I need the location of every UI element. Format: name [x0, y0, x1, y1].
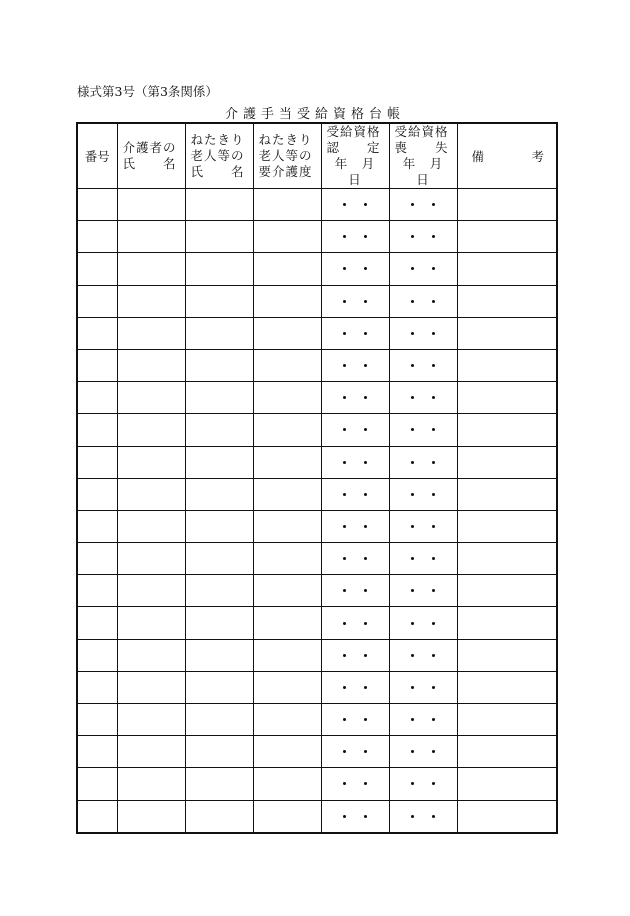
date-placeholder — [322, 396, 389, 399]
caregiver-name-cell — [117, 285, 185, 317]
certification-date-cell — [321, 639, 389, 671]
bedridden-name-cell — [185, 317, 253, 349]
certification-date-cell — [321, 253, 389, 285]
certification-date-cell — [321, 285, 389, 317]
care-level-cell — [253, 800, 321, 833]
number-cell — [77, 478, 117, 510]
table-row — [77, 317, 557, 349]
table-row — [77, 800, 557, 833]
remarks-cell — [457, 800, 557, 833]
date-placeholder — [390, 461, 457, 464]
caregiver-name-cell — [117, 575, 185, 607]
table-row — [77, 510, 557, 542]
certification-date-cell — [321, 317, 389, 349]
loss-date-cell — [389, 189, 457, 221]
number-cell — [77, 736, 117, 768]
header-caregiver-name: 介護者の 氏 名 — [117, 123, 185, 189]
date-placeholder — [390, 396, 457, 399]
caregiver-name-cell — [117, 639, 185, 671]
certification-date-cell — [321, 800, 389, 833]
date-placeholder — [390, 525, 457, 528]
caregiver-name-cell — [117, 607, 185, 639]
care-level-cell — [253, 510, 321, 542]
caregiver-name-cell — [117, 704, 185, 736]
date-placeholder — [322, 654, 389, 657]
loss-date-cell — [389, 768, 457, 800]
remarks-cell — [457, 221, 557, 253]
table-row — [77, 704, 557, 736]
care-level-cell — [253, 704, 321, 736]
remarks-cell — [457, 607, 557, 639]
number-cell — [77, 414, 117, 446]
date-placeholder — [390, 654, 457, 657]
number-cell — [77, 704, 117, 736]
loss-date-cell — [389, 704, 457, 736]
caregiver-name-cell — [117, 414, 185, 446]
date-placeholder — [390, 364, 457, 367]
certification-date-cell — [321, 189, 389, 221]
date-placeholder — [390, 267, 457, 270]
number-cell — [77, 671, 117, 703]
number-cell — [77, 510, 117, 542]
loss-date-cell — [389, 285, 457, 317]
caregiver-name-cell — [117, 317, 185, 349]
bedridden-name-cell — [185, 704, 253, 736]
date-placeholder — [322, 493, 389, 496]
bedridden-name-cell — [185, 349, 253, 381]
bedridden-name-cell — [185, 510, 253, 542]
date-placeholder — [322, 461, 389, 464]
date-placeholder — [322, 557, 389, 560]
bedridden-name-cell — [185, 414, 253, 446]
remarks-cell — [457, 478, 557, 510]
certification-date-cell — [321, 510, 389, 542]
caregiver-name-cell — [117, 189, 185, 221]
certification-date-cell — [321, 446, 389, 478]
bedridden-name-cell — [185, 607, 253, 639]
remarks-cell — [457, 736, 557, 768]
care-level-cell — [253, 478, 321, 510]
caregiver-name-cell — [117, 221, 185, 253]
certification-date-cell — [321, 414, 389, 446]
date-placeholder — [390, 622, 457, 625]
date-placeholder — [322, 782, 389, 785]
date-placeholder — [390, 557, 457, 560]
caregiver-name-cell — [117, 382, 185, 414]
remarks-cell — [457, 639, 557, 671]
date-placeholder — [390, 750, 457, 753]
ledger-body — [77, 189, 557, 833]
number-cell — [77, 768, 117, 800]
date-placeholder — [322, 364, 389, 367]
caregiver-name-cell — [117, 478, 185, 510]
number-cell — [77, 221, 117, 253]
care-level-cell — [253, 768, 321, 800]
loss-date-cell — [389, 671, 457, 703]
header-number: 番号 — [77, 123, 117, 189]
certification-date-cell — [321, 478, 389, 510]
header-bedridden-name: ねたきり 老人等の 氏 名 — [185, 123, 253, 189]
date-placeholder — [390, 782, 457, 785]
remarks-cell — [457, 253, 557, 285]
care-level-cell — [253, 414, 321, 446]
certification-date-cell — [321, 221, 389, 253]
bedridden-name-cell — [185, 768, 253, 800]
date-placeholder — [390, 235, 457, 238]
date-placeholder — [322, 300, 389, 303]
caregiver-name-cell — [117, 349, 185, 381]
care-level-cell — [253, 221, 321, 253]
certification-date-cell — [321, 543, 389, 575]
care-level-cell — [253, 189, 321, 221]
date-placeholder — [322, 815, 389, 818]
loss-date-cell — [389, 478, 457, 510]
loss-date-cell — [389, 382, 457, 414]
care-level-cell — [253, 285, 321, 317]
table-row — [77, 253, 557, 285]
remarks-cell — [457, 543, 557, 575]
date-placeholder — [390, 428, 457, 431]
number-cell — [77, 317, 117, 349]
date-placeholder — [322, 332, 389, 335]
bedridden-name-cell — [185, 575, 253, 607]
bedridden-name-cell — [185, 382, 253, 414]
table-row — [77, 382, 557, 414]
remarks-cell — [457, 704, 557, 736]
number-cell — [77, 189, 117, 221]
certification-date-cell — [321, 575, 389, 607]
care-level-cell — [253, 575, 321, 607]
loss-date-cell — [389, 253, 457, 285]
header-remarks: 備 考 — [457, 123, 557, 189]
care-level-cell — [253, 446, 321, 478]
remarks-cell — [457, 414, 557, 446]
table-row — [77, 639, 557, 671]
bedridden-name-cell — [185, 478, 253, 510]
date-placeholder — [322, 589, 389, 592]
loss-date-cell — [389, 575, 457, 607]
bedridden-name-cell — [185, 543, 253, 575]
date-placeholder — [390, 332, 457, 335]
table-row — [77, 736, 557, 768]
date-placeholder — [390, 686, 457, 689]
table-row — [77, 285, 557, 317]
header-certification-date: 受給資格 認 定 年 月 日 — [321, 123, 389, 189]
care-level-cell — [253, 382, 321, 414]
care-level-cell — [253, 317, 321, 349]
date-placeholder — [390, 718, 457, 721]
caregiver-name-cell — [117, 510, 185, 542]
caregiver-name-cell — [117, 736, 185, 768]
table-row — [77, 478, 557, 510]
number-cell — [77, 285, 117, 317]
remarks-cell — [457, 671, 557, 703]
bedridden-name-cell — [185, 189, 253, 221]
table-row — [77, 575, 557, 607]
bedridden-name-cell — [185, 736, 253, 768]
bedridden-name-cell — [185, 221, 253, 253]
number-cell — [77, 575, 117, 607]
certification-date-cell — [321, 704, 389, 736]
remarks-cell — [457, 382, 557, 414]
form-number-label: 様式第3号（第3条関係） — [77, 84, 218, 99]
table-row — [77, 607, 557, 639]
certification-date-cell — [321, 768, 389, 800]
remarks-cell — [457, 768, 557, 800]
certification-date-cell — [321, 382, 389, 414]
remarks-cell — [457, 285, 557, 317]
date-placeholder — [322, 428, 389, 431]
loss-date-cell — [389, 221, 457, 253]
remarks-cell — [457, 349, 557, 381]
loss-date-cell — [389, 510, 457, 542]
bedridden-name-cell — [185, 253, 253, 285]
loss-date-cell — [389, 736, 457, 768]
table-row — [77, 221, 557, 253]
ledger-table — [76, 122, 558, 834]
date-placeholder — [390, 493, 457, 496]
date-placeholder — [390, 300, 457, 303]
caregiver-name-cell — [117, 671, 185, 703]
table-row — [77, 446, 557, 478]
number-cell — [77, 543, 117, 575]
loss-date-cell — [389, 639, 457, 671]
table-row — [77, 768, 557, 800]
remarks-cell — [457, 575, 557, 607]
number-cell — [77, 253, 117, 285]
caregiver-name-cell — [117, 543, 185, 575]
remarks-cell — [457, 446, 557, 478]
remarks-cell — [457, 510, 557, 542]
caregiver-name-cell — [117, 446, 185, 478]
caregiver-name-cell — [117, 253, 185, 285]
care-level-cell — [253, 671, 321, 703]
number-cell — [77, 382, 117, 414]
remarks-cell — [457, 317, 557, 349]
bedridden-name-cell — [185, 285, 253, 317]
caregiver-name-cell — [117, 800, 185, 833]
number-cell — [77, 446, 117, 478]
certification-date-cell — [321, 671, 389, 703]
care-level-cell — [253, 607, 321, 639]
number-cell — [77, 639, 117, 671]
date-placeholder — [390, 589, 457, 592]
care-level-cell — [253, 543, 321, 575]
date-placeholder — [322, 718, 389, 721]
date-placeholder — [322, 686, 389, 689]
table-row — [77, 543, 557, 575]
number-cell — [77, 607, 117, 639]
bedridden-name-cell — [185, 639, 253, 671]
header-loss-date: 受給資格 喪 失 年 月 日 — [389, 123, 457, 189]
caregiver-name-cell — [117, 768, 185, 800]
loss-date-cell — [389, 543, 457, 575]
date-placeholder — [390, 815, 457, 818]
header-care-level: ねたきり 老人等の 要介護度 — [253, 123, 321, 189]
number-cell — [77, 349, 117, 381]
loss-date-cell — [389, 446, 457, 478]
date-placeholder — [322, 267, 389, 270]
date-placeholder — [322, 622, 389, 625]
bedridden-name-cell — [185, 800, 253, 833]
certification-date-cell — [321, 736, 389, 768]
loss-date-cell — [389, 317, 457, 349]
table-row — [77, 671, 557, 703]
date-placeholder — [322, 525, 389, 528]
loss-date-cell — [389, 607, 457, 639]
bedridden-name-cell — [185, 446, 253, 478]
date-placeholder — [322, 235, 389, 238]
loss-date-cell — [389, 414, 457, 446]
table-row — [77, 349, 557, 381]
table-row — [77, 189, 557, 221]
care-level-cell — [253, 736, 321, 768]
header-row — [77, 123, 557, 189]
document-title: 介護手当受給資格台帳 — [224, 107, 405, 122]
remarks-cell — [457, 189, 557, 221]
care-level-cell — [253, 639, 321, 671]
date-placeholder — [322, 750, 389, 753]
certification-date-cell — [321, 607, 389, 639]
table-row — [77, 414, 557, 446]
care-level-cell — [253, 253, 321, 285]
number-cell — [77, 800, 117, 833]
bedridden-name-cell — [185, 671, 253, 703]
certification-date-cell — [321, 349, 389, 381]
loss-date-cell — [389, 349, 457, 381]
loss-date-cell — [389, 800, 457, 833]
date-placeholder — [390, 203, 457, 206]
date-placeholder — [322, 203, 389, 206]
care-level-cell — [253, 349, 321, 381]
